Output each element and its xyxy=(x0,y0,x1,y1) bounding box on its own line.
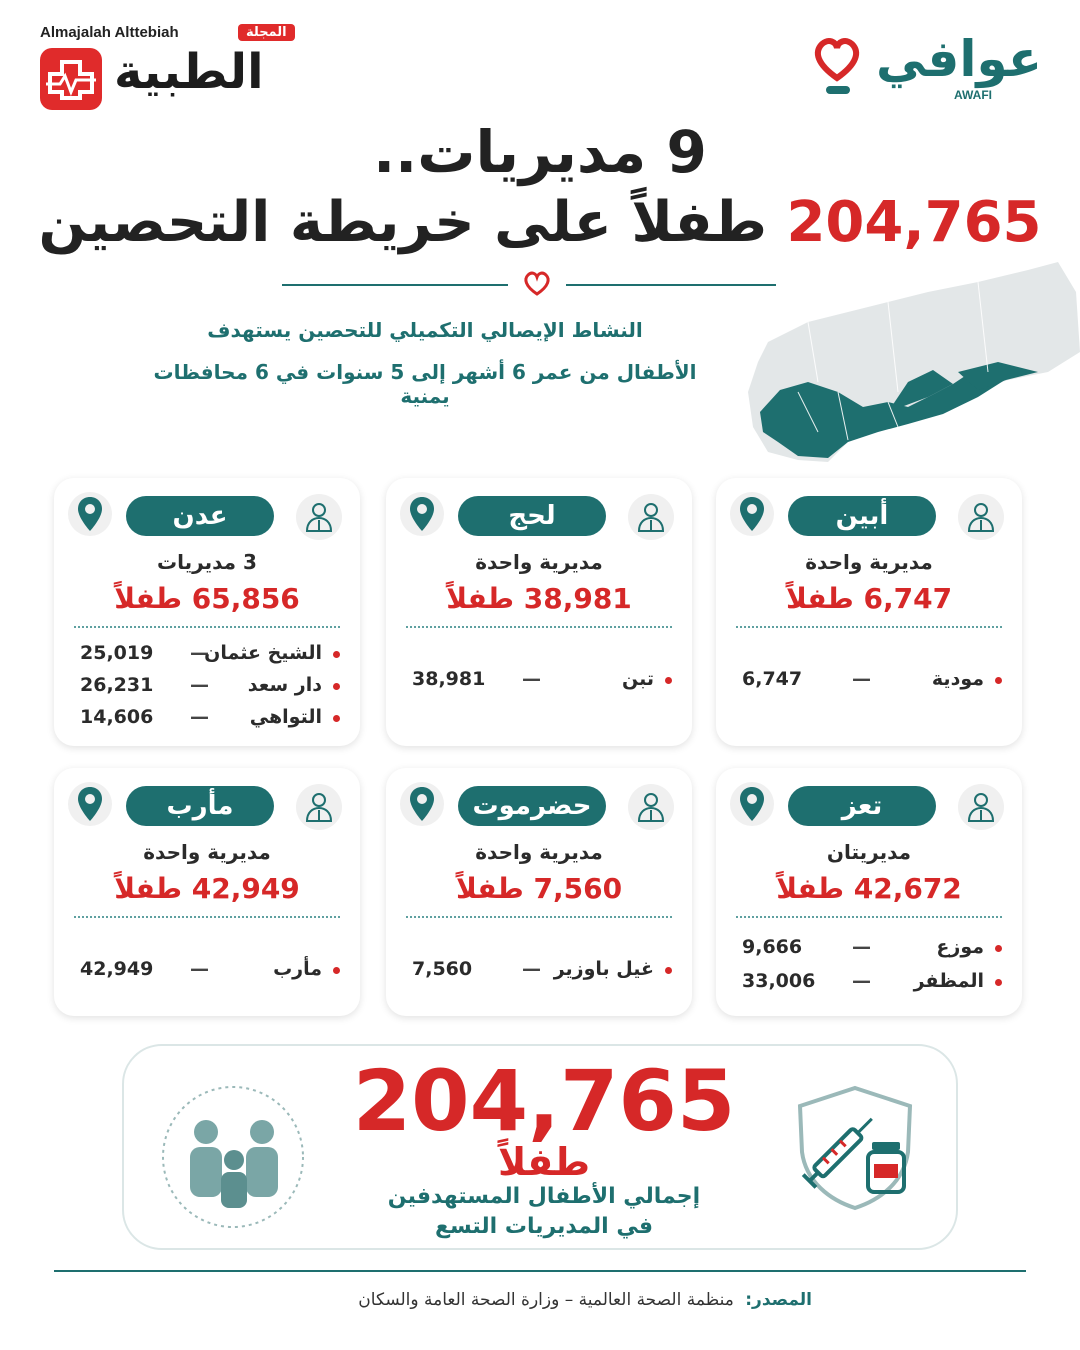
district-value: 42,949 xyxy=(80,958,154,980)
summary-number: 204,765 xyxy=(352,1052,736,1150)
brand-left-ar: الطبية xyxy=(114,44,264,100)
bullet-dot xyxy=(995,945,1002,952)
row-dash: — xyxy=(190,674,209,696)
district-value: 7,560 xyxy=(412,958,473,980)
district-name: مأرب xyxy=(273,958,322,980)
district-count: مديرية واحدة xyxy=(475,550,603,574)
district-row xyxy=(80,642,340,670)
district-name: موزع xyxy=(936,936,984,958)
yemen-map xyxy=(738,262,1080,462)
card-divider xyxy=(74,626,340,628)
medical-cross-logo-icon xyxy=(40,48,102,110)
brand-right-ar: عوافي xyxy=(876,30,1042,88)
governorate-total: 65,856 طفلاً xyxy=(114,582,300,615)
brand-left-en: Almajalah Alttebiah xyxy=(40,24,179,41)
governorate-total: 38,981 طفلاً xyxy=(446,582,632,615)
district-name: التواهي xyxy=(249,706,322,728)
location-pin-icon xyxy=(68,492,112,536)
district-name: المظفر xyxy=(913,970,984,992)
district-row xyxy=(412,958,672,986)
bullet-dot xyxy=(333,683,340,690)
summary-label-2: في المديريات التسع xyxy=(434,1214,653,1239)
district-count: مديرية واحدة xyxy=(475,840,603,864)
governorate-card xyxy=(386,768,692,1016)
title-line1: 9 مديريات.. xyxy=(373,118,707,186)
governorate-name: عدن xyxy=(126,496,274,536)
bullet-dot xyxy=(995,979,1002,986)
card-divider xyxy=(406,916,672,918)
source-key: المصدر: xyxy=(745,1290,812,1310)
governorate-card xyxy=(54,768,360,1016)
bullet-dot xyxy=(333,715,340,722)
doctor-icon xyxy=(296,784,342,830)
bullet-dot xyxy=(333,967,340,974)
row-dash: — xyxy=(852,668,871,690)
governorate-card xyxy=(54,478,360,746)
row-dash: — xyxy=(190,642,209,664)
district-name: مودية xyxy=(931,668,984,690)
summary-label-1: إجمالي الأطفال المستهدفين xyxy=(387,1184,701,1209)
bullet-dot xyxy=(665,677,672,684)
location-pin-icon xyxy=(400,492,444,536)
row-dash: — xyxy=(852,970,871,992)
bullet-dot xyxy=(995,677,1002,684)
bullet-dot xyxy=(665,967,672,974)
district-value: 14,606 xyxy=(80,706,154,728)
district-row xyxy=(742,936,1002,964)
footer-divider xyxy=(54,1270,1026,1272)
brand-almajalah xyxy=(38,22,308,112)
title-line2-text: طفلاً على خريطة التحصين xyxy=(38,190,767,255)
district-count: مديرية واحدة xyxy=(805,550,933,574)
district-row xyxy=(412,668,672,696)
brand-right-en: AWAFI xyxy=(954,88,992,102)
card-divider xyxy=(406,626,672,628)
governorate-total: 6,747 طفلاً xyxy=(785,582,953,615)
district-row xyxy=(80,958,340,986)
district-value: 38,981 xyxy=(412,668,486,690)
location-pin-icon xyxy=(730,782,774,826)
source-value: منظمة الصحة العالمية – وزارة الصحة العامة والسكان xyxy=(358,1290,734,1310)
brand-left-tag: المجلة xyxy=(238,24,295,41)
doctor-icon xyxy=(628,494,674,540)
title-total-number: 204,765 xyxy=(786,190,1042,255)
location-pin-icon xyxy=(68,782,112,826)
location-pin-icon xyxy=(730,492,774,536)
awafi-heart-icon xyxy=(812,30,862,100)
row-dash: — xyxy=(522,668,541,690)
governorate-card xyxy=(716,768,1022,1016)
subtitle-line2: الأطفال من عمر 6 أشهر إلى 5 سنوات في 6 محافظات يمنية xyxy=(153,360,697,408)
governorate-name: تعز xyxy=(788,786,936,826)
title-line2 xyxy=(0,190,1080,255)
heart-icon xyxy=(522,270,552,302)
district-name: غيل باوزير xyxy=(553,958,654,980)
row-dash: — xyxy=(190,706,209,728)
district-name: تبن xyxy=(622,668,654,690)
card-divider xyxy=(736,916,1002,918)
governorate-total: 42,949 طفلاً xyxy=(114,872,300,905)
governorate-name: مأرب xyxy=(126,786,274,826)
doctor-icon xyxy=(628,784,674,830)
district-count: مديرية واحدة xyxy=(143,840,271,864)
row-dash: — xyxy=(522,958,541,980)
card-divider xyxy=(736,626,1002,628)
governorate-card xyxy=(386,478,692,746)
district-row xyxy=(742,668,1002,696)
district-value: 33,006 xyxy=(742,970,816,992)
governorate-name: حضرموت xyxy=(458,786,606,826)
bullet-dot xyxy=(333,651,340,658)
brand-awafi xyxy=(812,30,1042,110)
district-value: 9,666 xyxy=(742,936,803,958)
district-row xyxy=(742,970,1002,998)
subtitle-line1: النشاط الإيصالي التكميلي للتحصين يستهدف xyxy=(207,318,643,342)
district-row xyxy=(80,674,340,702)
location-pin-icon xyxy=(400,782,444,826)
district-count: 3 مديريات xyxy=(157,550,257,574)
governorate-name: لحج xyxy=(458,496,606,536)
district-row xyxy=(80,706,340,734)
governorate-name: أبين xyxy=(788,496,936,536)
doctor-icon xyxy=(958,494,1004,540)
card-divider xyxy=(74,916,340,918)
row-dash: — xyxy=(190,958,209,980)
district-value: 26,231 xyxy=(80,674,154,696)
district-name: دار سعد xyxy=(247,674,322,696)
doctor-icon xyxy=(958,784,1004,830)
governorate-total: 7,560 طفلاً xyxy=(455,872,623,905)
source-line xyxy=(200,1290,812,1310)
family-icon xyxy=(158,1082,308,1236)
title-divider-left xyxy=(282,284,508,286)
district-value: 25,019 xyxy=(80,642,154,664)
governorate-total: 42,672 طفلاً xyxy=(776,872,962,905)
district-count: مديريتان xyxy=(826,840,912,864)
summary-box xyxy=(122,1044,958,1250)
governorate-card xyxy=(716,478,1022,746)
summary-unit: طفلاً xyxy=(498,1140,590,1184)
district-name: الشيخ عثمان xyxy=(204,642,322,664)
district-value: 6,747 xyxy=(742,668,803,690)
doctor-icon xyxy=(296,494,342,540)
row-dash: — xyxy=(852,936,871,958)
vaccine-shield-icon xyxy=(790,1082,920,1216)
